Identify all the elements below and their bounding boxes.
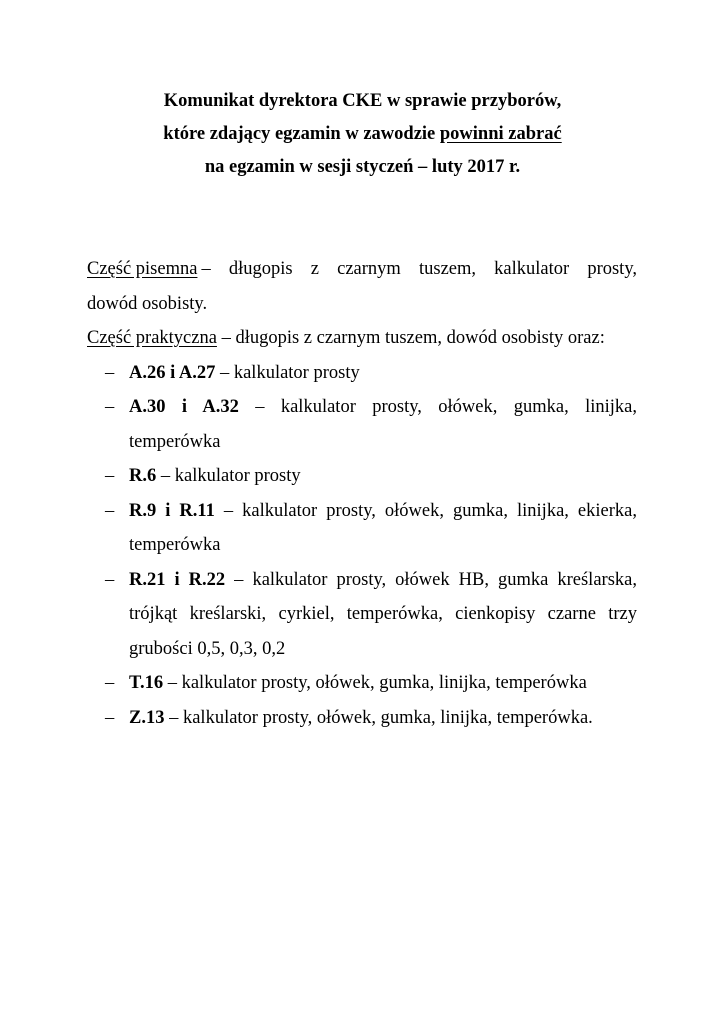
item-description: – kalkulator prosty, ołówek, gumka, linijka, temperówka. bbox=[164, 707, 593, 728]
list-item bbox=[87, 666, 637, 701]
list-item bbox=[87, 459, 637, 494]
document-body bbox=[87, 252, 637, 735]
document-title bbox=[60, 85, 665, 184]
dash-bullet: – bbox=[105, 569, 115, 590]
title-line-2-text: które zdający egzamin w zawodzie bbox=[163, 124, 440, 144]
list-item bbox=[87, 701, 637, 736]
item-codes: R.21 i R.22 bbox=[129, 569, 226, 590]
written-part-label: Część pisemna bbox=[87, 259, 198, 279]
written-part-line-1 bbox=[87, 252, 637, 287]
item-description: – kalkulator prosty, ołówek HB, gumka kreślarska, trójkąt kreślarski, cyrkiel, temperówka, cienkopisy czarne trzy grubości 0,5, 0,3, 0,2 bbox=[129, 569, 637, 659]
item-codes: A.30 i A.32 bbox=[129, 397, 239, 417]
item-codes: T.16 bbox=[129, 673, 164, 693]
written-part-text-1: – długopis z czarnym tuszem, kalkulator prosty, bbox=[201, 259, 637, 279]
list-item bbox=[87, 390, 637, 459]
title-underlined-phrase: powinni zabrać bbox=[439, 124, 562, 144]
practical-part-label: Część praktyczna bbox=[87, 328, 217, 348]
item-codes: R.6 bbox=[129, 466, 157, 486]
list-item bbox=[87, 494, 637, 563]
practical-part-paragraph bbox=[87, 321, 637, 356]
item-description: – kalkulator prosty, ołówek, gumka, linijka, temperówka bbox=[163, 673, 587, 693]
item-description: – kalkulator prosty bbox=[215, 362, 360, 383]
title-line-1: Komunikat dyrektora CKE w sprawie przyborów, bbox=[163, 91, 562, 111]
dash-bullet: – bbox=[105, 466, 115, 486]
list-item bbox=[87, 356, 637, 391]
dash-bullet: – bbox=[105, 500, 115, 521]
items-list bbox=[87, 356, 637, 736]
item-codes: Z.13 bbox=[129, 707, 165, 728]
list-item bbox=[87, 563, 637, 667]
written-part-paragraph bbox=[87, 252, 637, 321]
dash-bullet: – bbox=[105, 397, 115, 417]
item-description: – kalkulator prosty bbox=[156, 466, 301, 486]
dash-bullet: – bbox=[105, 362, 115, 383]
practical-part-text: – długopis z czarnym tuszem, dowód osobisty oraz: bbox=[216, 328, 605, 348]
item-codes: R.9 i R.11 bbox=[129, 500, 215, 521]
item-description: – kalkulator prosty, ołówek, gumka, linijka, temperówka bbox=[129, 397, 637, 452]
dash-bullet: – bbox=[105, 707, 115, 728]
title-line-2 bbox=[60, 118, 665, 151]
written-part-line-2: dowód osobisty. bbox=[87, 293, 208, 314]
dash-bullet: – bbox=[105, 673, 115, 693]
item-codes: A.26 i A.27 bbox=[129, 362, 216, 383]
title-line-3: na egzamin w sesji styczeń – luty 2017 r. bbox=[204, 157, 521, 177]
item-description: – kalkulator prosty, ołówek, gumka, linijka, ekierka, temperówka bbox=[129, 500, 637, 555]
